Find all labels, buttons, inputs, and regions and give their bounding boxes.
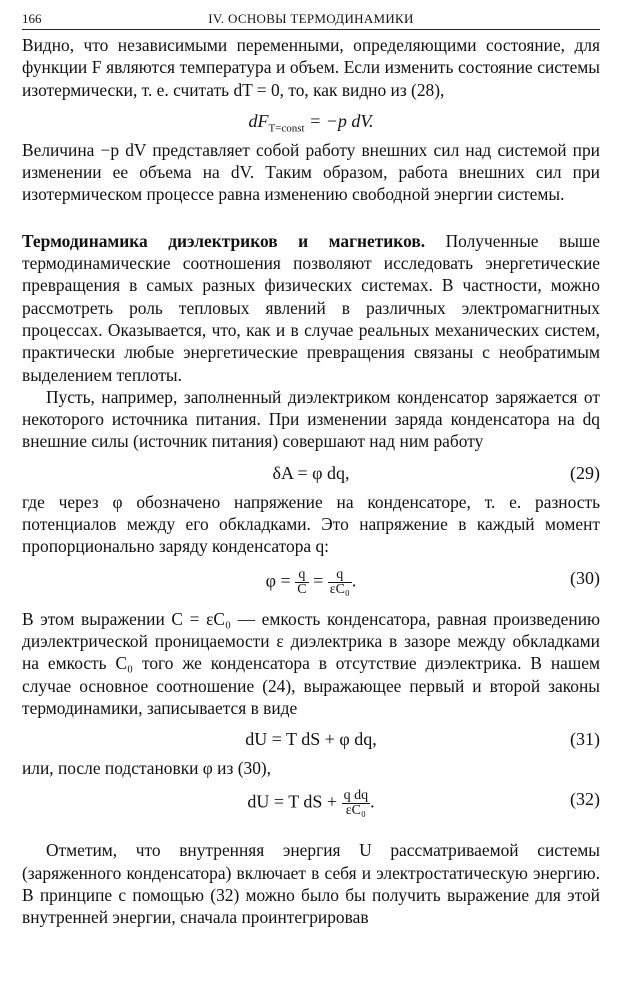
equation-29-number: (29) bbox=[570, 462, 600, 483]
section-gap bbox=[22, 206, 600, 230]
paragraph-3-text: Полученные выше термодинамические соотношения позволяют исследовать энергетические превращения в самых разных физических системах. В частности, можно рассмотреть роль тепловых явлений в различных электромагнитных процессах. Оказывается, что, как и в случае реальных механических систем, практически любые энергетические превращения связаны с необратимым выделением теплоты. bbox=[22, 230, 600, 385]
paragraph-2: Величина −p dV представляет собой работу внешних сил над системой при изменении ее объема на dV. Таким образом, работа внешних сил при изотермическом процессе равна изменению свободной энергии системы. bbox=[22, 139, 600, 205]
page-body bbox=[22, 34, 600, 929]
page-number: 166 bbox=[22, 11, 42, 26]
equation-30-number: (30) bbox=[570, 567, 600, 588]
equation-29-formula: δA = φ dq, bbox=[272, 462, 350, 483]
paragraph-5: где через φ обозначено напряжение на конденсаторе, т. е. разность потенциалов между его обкладками. Это напряжение в каждый момент пропорционально заряду конденсатора q: bbox=[22, 491, 600, 557]
paragraph-4: Пусть, например, заполненный диэлектриком конденсатор заряжается от некоторого источника питания. При изменении заряда конденсатора на dq внешние силы (источник питания) совершают над ним работу bbox=[22, 386, 600, 452]
paragraph-3 bbox=[22, 230, 600, 386]
fraction-q-over-c: $\frac{q}{C}$ bbox=[297, 566, 307, 597]
paragraph-1: Видно, что независимыми переменными, определяющими состояние, для функции F являются температура и объем. Если изменить состояние системы изотермически, т. е. считать dT = 0, то, как видно из (28), bbox=[22, 35, 600, 100]
paragraph-6: В этом выражении C = εC₀ — емкость конденсатора, равная произведению диэлектрической проницаемости ε диэлектрика в зазоре между обкладками на емкость C₀ того же конденсатора в отсутствие диэлектрика. В нашем случае основное соотношение (24), выражающее первый и второй законы термодинамики, записывается в виде bbox=[22, 608, 600, 718]
equation-free-energy bbox=[22, 101, 600, 139]
paragraph-gap bbox=[22, 829, 600, 839]
equation-32 bbox=[22, 779, 600, 829]
equation-29 bbox=[22, 453, 600, 491]
equation-31-formula: dU = T dS + φ dq, bbox=[245, 729, 377, 750]
paragraph-8: Отметим, что внутренняя энергия U рассматриваемой системы (заряженного конденсатора) включает в себя и электростатическую энергию. В принципе с помощью (32) можно было бы получить выражение для этой внутренней энергии, сначала проинтегрировав bbox=[22, 840, 600, 928]
equation-31 bbox=[22, 719, 600, 757]
equation-32-formula: dU = T dS + $\frac{\text{q dq}}{\text{εC₀}}$ . bbox=[247, 788, 375, 819]
equation-32-number: (32) bbox=[570, 789, 600, 810]
equation-30 bbox=[22, 558, 600, 608]
page-header bbox=[22, 9, 600, 30]
paragraph-7: или, после подстановки φ из (30), bbox=[22, 758, 272, 779]
fraction-qdq-over-epsc0: $\frac{\text{q dq}}{\text{εC₀}}$ bbox=[343, 788, 369, 819]
running-title: IV. ОСНОВЫ ТЕРМОДИНАМИКИ bbox=[208, 11, 414, 26]
equation-free-energy-formula: $dF_{T=const} = -p$ dV. bbox=[248, 110, 374, 135]
section-title: Термодинамика диэлектриков и магнетиков. bbox=[22, 230, 426, 251]
equation-31-number: (31) bbox=[570, 729, 600, 750]
equation-30-formula: φ = $\frac{q}{C}$ = $\frac{q}{\text{εC₀}}$ . bbox=[265, 566, 357, 597]
fraction-q-over-epsc0: $\frac{q}{\text{εC₀}}$ bbox=[329, 566, 350, 597]
